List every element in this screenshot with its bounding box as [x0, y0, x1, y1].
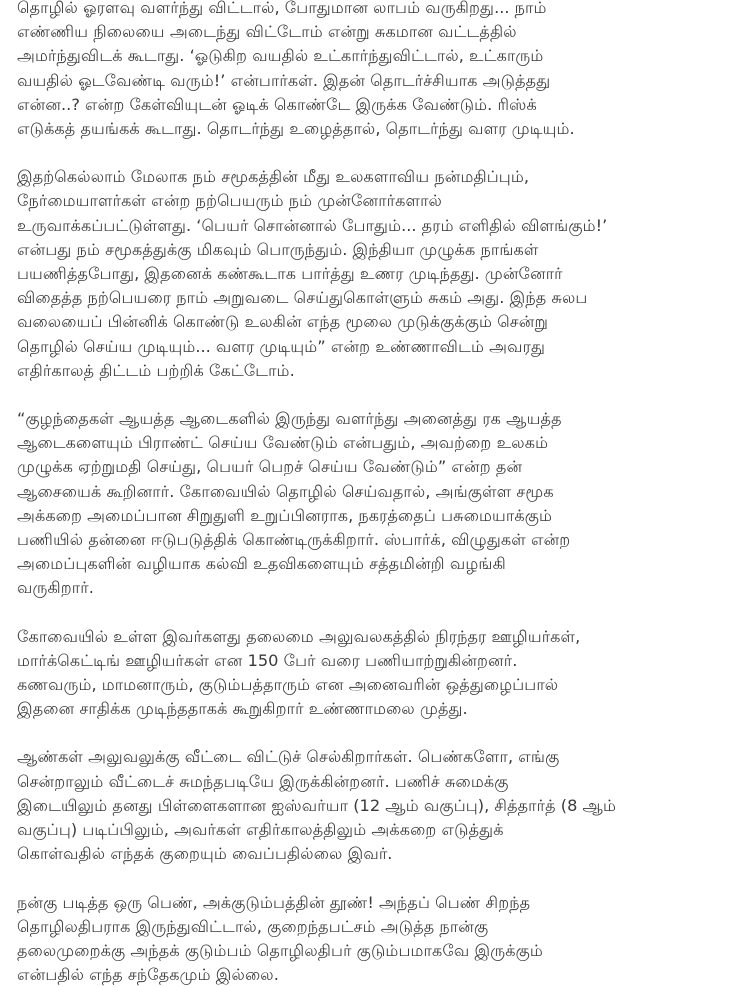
paragraph-2	[17, 165, 733, 383]
text-line: முழுக்க ஏற்றுமதி செய்து, பெயர் பெறச் செய்ய வேண்டும்” என்ற தன்	[17, 455, 733, 479]
text-line: கோவையில் உள்ள இவர்களது தலைமை அலுவலகத்தில் நிரந்தர ஊழியர்கள்,	[17, 625, 733, 649]
text-line: வருகிறார்.	[17, 576, 733, 600]
text-line: “குழந்தைகள் ஆயத்த ஆடைகளில் இருந்து வளர்ந்து அனைத்து ரக ஆயத்த	[17, 407, 733, 431]
paragraph-3	[17, 407, 733, 601]
text-line: எண்ணிய நிலையை அடைந்து விட்டோம் என்று சுகமான வட்டத்தில்	[17, 20, 733, 44]
text-line: கணவரும், மாமனாரும், குடும்பத்தாரும் என அனைவரின் ஒத்துழைப்பால்	[17, 673, 733, 697]
text-line: எதிர்காலத் திட்டம் பற்றிக் கேட்டோம்.	[17, 359, 733, 383]
text-line: வயதில் ஓடவேண்டி வரும்!’ என்பார்கள். இதன் தொடர்ச்சியாக அடுத்தது	[17, 69, 733, 93]
text-line: சென்றாலும் வீட்டைச் சுமந்தபடியே இருக்கின்றனர். பணிச் சுமைக்கு	[17, 770, 733, 794]
text-line: தலைமுறைக்கு அந்தக் குடும்பம் தொழிலதிபர் குடும்பமாகவே இருக்கும்	[17, 939, 733, 963]
text-line: என்பது நம் சமூகத்துக்கு மிகவும் பொருந்தும். இந்தியா முழுக்க நாங்கள்	[17, 238, 733, 262]
text-line: விதைத்த நற்பெயரை நாம் அறுவடை செய்துகொள்ளும் சுகம் அது. இந்த சுலப	[17, 286, 733, 310]
text-line: கொள்வதில் எந்தக் குறையும் வைப்பதில்லை இவர்.	[17, 842, 733, 866]
text-line: ஆசையைக் கூறினார். கோவையில் தொழில் செய்வதால், அங்குள்ள சமூக	[17, 480, 733, 504]
text-line: ஆண்கள் அலுவலுக்கு வீட்டை விட்டுச் செல்கிறார்கள். பெண்களோ, எங்கு	[17, 745, 733, 769]
text-line: மார்க்கெட்டிங் ஊழியர்கள் என 150 பேர் வரை பணியாற்றுகின்றனர்.	[17, 649, 733, 673]
paragraph-4	[17, 625, 733, 722]
text-line: அக்கறை அமைப்பான சிறுதுளி உறுப்பினராக, நகரத்தைப் பசுமையாக்கும்	[17, 504, 733, 528]
text-line: தொழில் ஓரளவு வளர்ந்து விட்டால், போதுமான லாபம் வருகிறது... நாம்	[17, 0, 733, 20]
text-line: இடையிலும் தனது பிள்ளைகளான ஐஸ்வர்யா (12 ஆம் வகுப்பு), சித்தார்த் (8 ஆம்	[17, 794, 733, 818]
paragraph-1	[17, 0, 733, 141]
text-line: இதற்கெல்லாம் மேலாக நம் சமூகத்தின் மீது உலகளாவிய நன்மதிப்பும்,	[17, 165, 733, 189]
text-line: தொழிலதிபராக இருந்துவிட்டால், குறைந்தபட்சம் அடுத்த நான்கு	[17, 915, 733, 939]
paragraph-6	[17, 891, 733, 987]
text-line: உருவாக்கப்பட்டுள்ளது. ‘பெயர் சொன்னால் போதும்... தரம் எளிதில் விளங்கும்!’	[17, 214, 733, 238]
text-line: வலையைப் பின்னிக் கொண்டு உலகின் எந்த மூலை முடுக்குக்கும் சென்று	[17, 310, 733, 334]
paragraph-5	[17, 745, 733, 866]
text-line: என்ன..? என்ற கேள்வியுடன் ஓடிக் கொண்டே இருக்க வேண்டும். ரிஸ்க்	[17, 93, 733, 117]
text-line: பணியில் தன்னை ஈடுபடுத்திக் கொண்டிருக்கிறார். ஸ்பார்க், விழுதுகள் என்ற	[17, 528, 733, 552]
text-line: அமர்ந்துவிடக் கூடாது. ‘ஓடுகிற வயதில் உட்கார்ந்துவிட்டால், உட்காரும்	[17, 44, 733, 68]
text-line: தொழில் செய்ய முடியும்... வளர முடியும்” என்ற உண்ணாவிடம் அவரது	[17, 335, 733, 359]
text-line: பயணித்தபோது, இதனைக் கண்கூடாக பார்த்து உணர முடிந்தது. முன்னோர்	[17, 262, 733, 286]
text-line: ஆடைகளையும் பிராண்ட் செய்ய வேண்டும் என்பதும், அவற்றை உலகம்	[17, 431, 733, 455]
text-line: எடுக்கத் தயங்கக் கூடாது. தொடர்ந்து உழைத்தால், தொடர்ந்து வளர முடியும்.	[17, 117, 733, 141]
text-line: நேர்மையாளர்கள் என்ற நற்பெயரும் நம் முன்னோர்களால்	[17, 189, 733, 213]
text-line: அமைப்புகளின் வழியாக கல்வி உதவிகளையும் சத்தமின்றி வழங்கி	[17, 552, 733, 576]
text-line: என்பதில் எந்த சந்தேகமும் இல்லை.	[17, 963, 733, 987]
text-line: நன்கு படித்த ஒரு பெண், அக்குடும்பத்தின் தூண்! அந்தப் பெண் சிறந்த	[17, 891, 733, 915]
text-line: இதனை சாதிக்க முடிந்ததாகக் கூறுகிறார் உண்ணாமலை முத்து.	[17, 697, 733, 721]
text-line: வகுப்பு) படிப்பிலும், அவர்கள் எதிர்காலத்திலும் அக்கறை எடுத்துக்	[17, 818, 733, 842]
